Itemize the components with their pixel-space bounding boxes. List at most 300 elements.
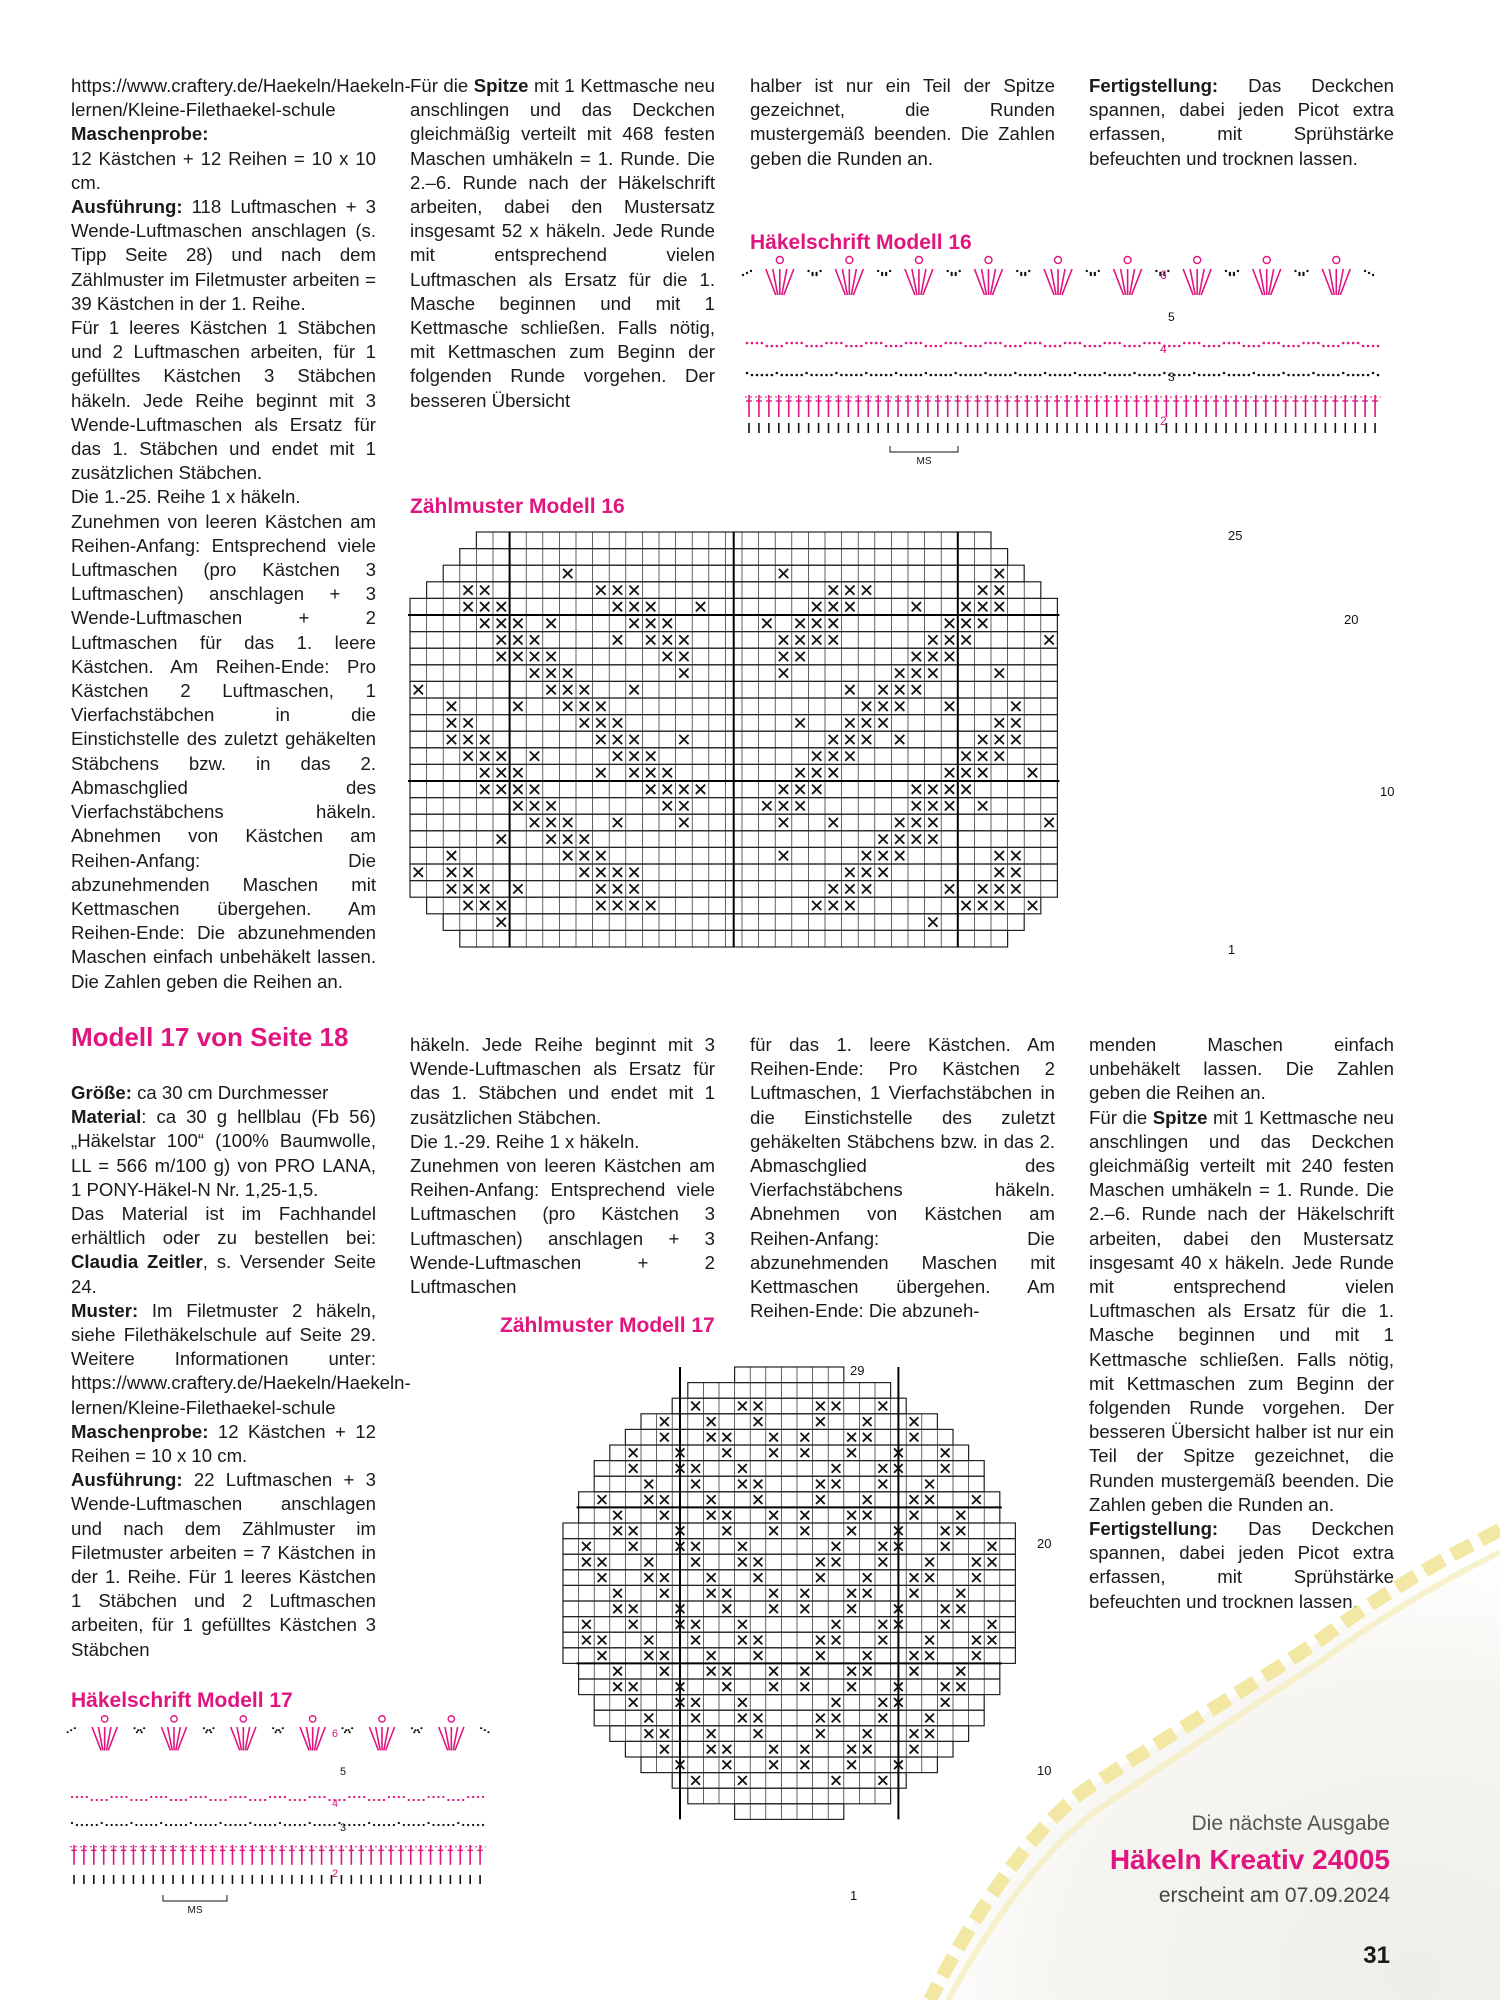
chain-stitch (414, 1729, 416, 1731)
chain-stitch (1090, 274, 1092, 276)
chart-filled-cell (696, 785, 705, 794)
chart-filled-cell (646, 785, 655, 794)
s16-col1 (71, 74, 411, 994)
paragraph: Maschenprobe: (71, 123, 209, 145)
chain-stitch (900, 345, 903, 348)
chain-stitch (1028, 270, 1030, 272)
chart-filled-cell (978, 751, 987, 760)
chart-filled-cell (878, 685, 887, 694)
chain-stitch (115, 1824, 117, 1826)
chart-filled-cell (582, 1542, 591, 1551)
chain-stitch (219, 1799, 221, 1801)
chain-stitch (1074, 372, 1077, 375)
chain-stitch (1089, 374, 1092, 377)
chain-stitch (462, 1799, 464, 1801)
chain-stitch (1024, 272, 1026, 274)
chain-stitch (1094, 272, 1096, 274)
chart-filled-cell (832, 1480, 841, 1489)
chain-stitch (388, 1824, 390, 1826)
chart-filled-cell (497, 602, 506, 611)
chart-filled-cell (660, 1417, 669, 1426)
chart-filled-cell (847, 1433, 856, 1442)
chart-filled-cell (862, 884, 871, 893)
chart-filled-cell (845, 602, 854, 611)
chart-filled-cell (978, 585, 987, 594)
chart-filled-cell (779, 635, 788, 644)
chart-filled-cell (596, 702, 605, 711)
chain-stitch (175, 1824, 177, 1826)
chart-filled-cell (945, 801, 954, 810)
s16-col4 (1089, 74, 1394, 171)
chart-filled-cell (816, 1651, 825, 1660)
chart-filled-cell (613, 751, 622, 760)
chart-filled-cell (829, 585, 838, 594)
chart-filled-cell (847, 1526, 856, 1535)
chain-stitch (1098, 270, 1100, 272)
chart-filled-cell (663, 801, 672, 810)
chain-stitch (393, 1824, 395, 1826)
chart-filled-cell (629, 1526, 638, 1535)
chart-filled-cell (563, 685, 572, 694)
chain-stitch (1044, 345, 1047, 348)
chain-stitch (209, 1729, 211, 1731)
chart-filled-cell (513, 768, 522, 777)
chart-filled-cell (707, 1729, 716, 1738)
chain-stitch (1203, 345, 1206, 348)
chart-filled-cell (961, 635, 970, 644)
chain-stitch (865, 372, 868, 375)
paragraph: Für 1 leeres Kästchen 1 Stäbchen und 2 Luftmaschen arbeiten, für 1 gefülltes Kästchen 3 Stäbchen häkeln. Jede Reihe beginnt mit 3 Wende-Luftmaschen als Ersatz für das 1. Stäbchen und endet mit 1 zusätzlichen Stäbchen. (71, 317, 376, 484)
chain-stitch (984, 372, 987, 375)
chart-filled-cell (613, 1667, 622, 1676)
chain-stitch (175, 1799, 177, 1801)
chart-filled-cell (995, 585, 1004, 594)
chart-filled-cell (660, 1745, 669, 1754)
chain-stitch (939, 345, 942, 348)
chain-stitch (1039, 374, 1042, 377)
chain-stitch (1208, 374, 1211, 377)
chart-filled-cell (995, 851, 1004, 860)
chain-stitch (1064, 374, 1067, 377)
chain-stitch (130, 1822, 132, 1824)
chart-filled-cell (961, 768, 970, 777)
chain-stitch (1203, 374, 1206, 377)
chain-stitch (954, 372, 957, 375)
chain-stitch (1357, 342, 1360, 345)
chain-stitch (830, 374, 833, 377)
chain-stitch (1123, 374, 1126, 377)
chain-stitch (1123, 345, 1126, 348)
chart-row (641, 1757, 937, 1773)
chain-stitch (989, 374, 992, 377)
chain-stitch (820, 374, 823, 377)
chain-stitch (1128, 374, 1131, 377)
chart-filled-cell (629, 1698, 638, 1707)
chain-stitch (944, 342, 947, 345)
chain-stitch (1362, 345, 1365, 348)
chart-filled-cell (754, 1558, 763, 1567)
chain-stitch (219, 1822, 221, 1824)
chart-filled-cell (945, 884, 954, 893)
chain-stitch (910, 374, 913, 377)
chart-filled-cell (769, 1511, 778, 1520)
chart-filled-cell (832, 1698, 841, 1707)
chain-stitch (432, 1796, 434, 1798)
chart-filled-cell (613, 1511, 622, 1520)
chain-stitch (318, 1796, 320, 1798)
chain-stitch (1113, 342, 1116, 345)
chart-filled-cell (738, 1542, 747, 1551)
chart-filled-cell (961, 785, 970, 794)
chart-filled-cell (779, 652, 788, 661)
chart-filled-cell (769, 1526, 778, 1535)
chain-stitch (950, 274, 952, 276)
chain-stitch (785, 374, 788, 377)
chain-stitch (378, 1799, 380, 1801)
chain-stitch (206, 1729, 208, 1731)
chain-stitch (905, 342, 908, 345)
chart-filled-cell (769, 1433, 778, 1442)
chart-filled-cell (912, 602, 921, 611)
chart-row (594, 1476, 984, 1492)
chart-filled-cell (580, 685, 589, 694)
chart-filled-cell (829, 818, 838, 827)
s16-col2 (410, 74, 715, 413)
chain-stitch (895, 372, 898, 375)
chart-filled-cell (596, 718, 605, 727)
chart-filled-cell (795, 652, 804, 661)
chart-filled-cell (644, 1651, 653, 1660)
chain-stitch (1034, 374, 1037, 377)
chart-filled-cell (580, 702, 589, 711)
chain-stitch (165, 1796, 167, 1798)
chart-filled-cell (816, 1480, 825, 1489)
chain-stitch (264, 1799, 266, 1801)
paragraph: Material: ca 30 g hellblau (Fb 56) „Häkelstar 100“ (100% Baumwolle, LL = 566 m/100 g) von PRO LANA, 1 PONY-Häkel-N Nr. 1,25-1,5. (71, 1106, 376, 1200)
chart-filled-cell (696, 602, 705, 611)
chain-stitch (373, 1799, 375, 1801)
picot-stitch (1194, 257, 1201, 264)
chain-stitch (1118, 342, 1121, 345)
paragraph: halber ist nur ein Teil der Spitze gezeichnet, die Runden mustergemäß beenden. Die Zahlen geben die Runden an. (750, 75, 1055, 169)
chart-filled-cell (845, 735, 854, 744)
chain-stitch (353, 1824, 355, 1826)
chain-stitch (984, 342, 987, 345)
chain-stitch (477, 1796, 479, 1798)
chain-stitch (1327, 374, 1330, 377)
chain-stitch (76, 1796, 78, 1798)
chart-row (672, 1773, 906, 1789)
chain-stitch (378, 1824, 380, 1826)
chain-stitch (1138, 345, 1141, 348)
paragraph: Zunehmen von leeren Kästchen am Reihen-Anfang: Entsprechend viele Luftmaschen (pro Kästchen 3 Luftmaschen) anschlagen + 3 Wende-Luftmaschen + 2 Luftmaschen (410, 1155, 715, 1298)
chain-stitch (949, 374, 952, 377)
chart-filled-cell (1011, 702, 1020, 711)
chain-stitch (969, 345, 972, 348)
chain-stitch (1004, 345, 1007, 348)
chain-stitch (1228, 374, 1231, 377)
chain-stitch (344, 1731, 346, 1733)
chain-stitch (1233, 272, 1235, 274)
chain-stitch (1367, 345, 1370, 348)
chart-filled-cell (845, 868, 854, 877)
s17-col3 (750, 1033, 1055, 1323)
chain-stitch (751, 342, 754, 345)
chart-label-top: 25 (1228, 528, 1243, 543)
chain-stitch (870, 342, 873, 345)
chart-filled-cell (847, 1511, 856, 1520)
chain-stitch (349, 1731, 351, 1733)
chain-stitch (845, 345, 848, 348)
chain-stitch (880, 342, 883, 345)
chart-label-bottom: 1 (1228, 942, 1236, 957)
chain-stitch (840, 374, 843, 377)
chain-stitch (427, 1822, 429, 1824)
chain-stitch (1167, 270, 1169, 272)
paragraph: Größe: ca 30 cm Durchmesser (71, 1082, 329, 1103)
filet-chart-16 (400, 520, 1400, 960)
chain-stitch (276, 1729, 278, 1731)
chart-filled-cell (812, 768, 821, 777)
chart-filled-cell (598, 1651, 607, 1660)
chain-stitch (294, 1824, 296, 1826)
chart-filled-cell (663, 785, 672, 794)
chain-stitch (140, 1799, 142, 1801)
chart-filled-cell (800, 1667, 809, 1676)
chart-filled-cell (463, 602, 472, 611)
chain-stitch (383, 1824, 385, 1826)
chain-stitch (279, 1822, 281, 1824)
chain-stitch (452, 1799, 454, 1801)
chain-stitch (959, 342, 962, 345)
chart-filled-cell (691, 1776, 700, 1785)
chart-filled-cell (596, 735, 605, 744)
chain-stitch (1089, 345, 1092, 348)
chart-filled-cell (754, 1480, 763, 1489)
chain-stitch (885, 374, 888, 377)
chain-stitch (1298, 274, 1300, 276)
chart-filled-cell (530, 635, 539, 644)
chain-stitch (180, 1799, 182, 1801)
chart-filled-cell (1011, 884, 1020, 893)
chain-stitch (771, 374, 774, 377)
chain-stitch (785, 342, 788, 345)
chain-stitch (155, 1824, 157, 1826)
chain-stitch (1183, 342, 1186, 345)
chart-filled-cell (679, 801, 688, 810)
chain-stitch (388, 1796, 390, 1798)
chain-stitch (1218, 374, 1221, 377)
chart-filled-cell (463, 718, 472, 727)
paragraph: Für die Spitze mit 1 Kettmasche neu anschlingen und das Deckchen gleichmäßig verteilt mit 240 festen Maschen umhäkeln = 1. Runde. Die 2.–6. Runde nach der Häkelschrift arbeiten, dabei den Mustersatz insgesamt 40 x häkeln. Jede Runde mit entsprechend vielen Luftmaschen als Ersatz für die 1. Masche beginnen und mit 1 Kettmasche schließen. Falls nötig, mit Kettmaschen zum Beginn der folgenden Runde vorgehen. Der besseren Übersicht halber ist nur ein Teil der Spitze gezeichnet, die Runden mustergemäß beenden. Die Zahlen geben die Runden an. (1089, 1106, 1394, 1515)
chain-stitch (1049, 374, 1052, 377)
chain-stitch (309, 1796, 311, 1798)
chart-filled-cell (563, 702, 572, 711)
chart-filled-cell (513, 702, 522, 711)
chart-filled-cell (795, 619, 804, 628)
chain-stitch (135, 1824, 137, 1826)
chain-stitch (398, 1822, 400, 1824)
chart-filled-cell (829, 735, 838, 744)
chart-filled-cell (847, 1604, 856, 1613)
crochet-stitches (742, 257, 1381, 453)
chain-stitch (294, 1799, 296, 1801)
chain-stitch (417, 1729, 419, 1731)
chart-filled-cell (546, 652, 555, 661)
chain-stitch (1069, 342, 1072, 345)
chain-stitch (820, 345, 823, 348)
chart-filled-cell (800, 1682, 809, 1691)
chart-filled-cell (613, 868, 622, 877)
chart-filled-cell (546, 801, 555, 810)
chain-stitch (408, 1799, 410, 1801)
chart-filled-cell (910, 1573, 919, 1582)
chart-filled-cell (722, 1760, 731, 1769)
chart-filled-cell (941, 1448, 950, 1457)
chain-stitch (368, 1799, 370, 1801)
chart-filled-cell (945, 635, 954, 644)
chart-filled-cell (722, 1433, 731, 1442)
chain-stitch (875, 342, 878, 345)
chain-stitch (244, 1824, 246, 1826)
chart-filled-cell (596, 585, 605, 594)
chain-stitch (1014, 372, 1017, 375)
chart-filled-cell (629, 901, 638, 910)
chain-stitch (890, 345, 893, 348)
chain-stitch (1317, 374, 1320, 377)
chain-stitch (910, 342, 913, 345)
chain-stitch (274, 1796, 276, 1798)
chart-filled-cell (878, 1714, 887, 1723)
repeat-label: MS (916, 456, 932, 467)
chart-filled-cell (816, 1495, 825, 1504)
chart-filled-cell (754, 1573, 763, 1582)
chart-filled-cell (644, 1495, 653, 1504)
chain-stitch (422, 1824, 424, 1826)
chain-stitch (76, 1824, 78, 1826)
chart-filled-cell (978, 768, 987, 777)
chart-filled-cell (995, 602, 1004, 611)
chart-filled-cell (816, 1402, 825, 1411)
chain-stitch (1297, 374, 1300, 377)
chart-filled-cell (995, 884, 1004, 893)
chain-stitch (323, 1824, 325, 1826)
chain-stitch (780, 374, 783, 377)
chain-stitch (413, 1731, 415, 1733)
chain-stitch (1064, 342, 1067, 345)
chart-filled-cell (978, 801, 987, 810)
chain-stitch (1113, 374, 1116, 377)
chain-stitch (1084, 345, 1087, 348)
chain-stitch (1347, 374, 1350, 377)
chart-filled-cell (480, 735, 489, 744)
chain-stitch (259, 1799, 261, 1801)
chain-stitch (1188, 342, 1191, 345)
chain-stitch (1009, 374, 1012, 377)
chart-filled-cell (497, 901, 506, 910)
chain-stitch (1342, 342, 1345, 345)
chart-filled-cell (895, 851, 904, 860)
chain-stitch (840, 342, 843, 345)
chart-filled-cell (722, 1667, 731, 1676)
chain-stitch (1198, 342, 1201, 345)
chart-filled-cell (707, 1495, 716, 1504)
paragraph: Fertigstellung: Das Deckchen spannen, dabei jeden Picot extra erfassen, mit Sprühstärke befeuchten und trocknen lassen. (1089, 1518, 1394, 1612)
chart-filled-cell (497, 917, 506, 926)
chart-filled-cell (629, 1542, 638, 1551)
chain-stitch (120, 1824, 122, 1826)
chart-filled-cell (845, 585, 854, 594)
round-number: 3 (340, 1822, 347, 1834)
chain-stitch (1103, 372, 1106, 375)
chart-filled-cell (580, 718, 589, 727)
chart-filled-cell (596, 884, 605, 893)
picot-stitch (915, 257, 922, 264)
chart-filled-cell (829, 602, 838, 611)
chart-filled-cell (832, 1464, 841, 1473)
chart-row (672, 1398, 906, 1414)
chart-filled-cell (961, 619, 970, 628)
chain-stitch (1312, 342, 1315, 345)
chart-filled-cell (945, 619, 954, 628)
chain-stitch (1282, 372, 1285, 375)
chart-filled-cell (463, 884, 472, 893)
paragraph: Das Material ist im Fachhandel erhältlich oder zu bestellen bei: Claudia Zeitler, s. Versender Seite 24. (71, 1203, 376, 1297)
chart-filled-cell (925, 1480, 934, 1489)
chart-filled-cell (722, 1745, 731, 1754)
chart-filled-cell (800, 1448, 809, 1457)
chain-stitch (345, 1729, 347, 1731)
chart-filled-cell (613, 818, 622, 827)
chain-stitch (328, 1824, 330, 1826)
chart-filled-cell (945, 652, 954, 661)
chart-filled-cell (912, 834, 921, 843)
chart-filled-cell (895, 668, 904, 677)
chain-stitch (805, 345, 808, 348)
chart-filled-cell (978, 901, 987, 910)
chart-filled-cell (582, 1636, 591, 1645)
chart-filled-cell (754, 1636, 763, 1645)
chain-stitch (830, 342, 833, 345)
chain-stitch (1262, 374, 1265, 377)
chain-stitch (756, 342, 759, 345)
chain-stitch (447, 1799, 449, 1801)
chain-stitch (101, 1799, 103, 1801)
chart-filled-cell (513, 619, 522, 628)
chain-stitch (1352, 342, 1355, 345)
chain-stitch (1257, 374, 1260, 377)
chain-stitch (1267, 342, 1270, 345)
chart-filled-cell (978, 619, 987, 628)
chain-stitch (205, 1731, 207, 1733)
chain-stitch (284, 1824, 286, 1826)
chart-filled-cell (912, 652, 921, 661)
chart-filled-cell (563, 668, 572, 677)
next-issue-date: erscheint am 07.09.2024 (1158, 1884, 1390, 1907)
s17-col1 (71, 1081, 411, 1662)
chain-stitch (472, 1824, 474, 1826)
chain-stitch (1086, 270, 1088, 272)
chart-filled-cell (513, 884, 522, 893)
chain-stitch (81, 1796, 83, 1798)
chart-row (610, 1445, 969, 1461)
chain-stitch (91, 1799, 93, 1801)
chain-stitch (1306, 270, 1308, 272)
chain-stitch (860, 345, 863, 348)
chain-stitch (482, 1796, 484, 1798)
chain-stitch (756, 374, 759, 377)
chart-filled-cell (832, 1776, 841, 1785)
